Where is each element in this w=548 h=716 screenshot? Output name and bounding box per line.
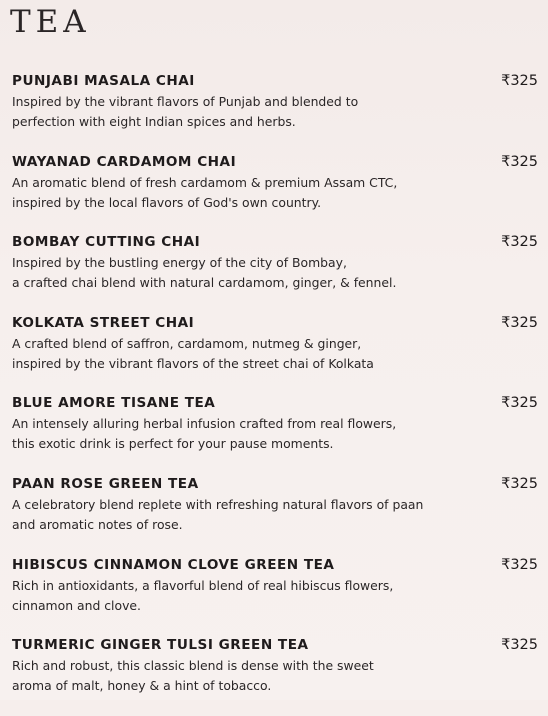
description-line: a crafted chai blend with natural cardamom, ginger, & fennel. (12, 275, 397, 291)
description-line: Inspired by the bustling energy of the city of Bombay, (12, 255, 347, 271)
item-description (12, 92, 452, 132)
description-line: aroma of malt, honey & a hint of tobacco. (12, 678, 272, 694)
description-line: and aromatic notes of rose. (12, 516, 183, 532)
description-line: A crafted blend of saffron, cardamom, nutmeg & ginger, (12, 335, 362, 351)
menu-item (12, 474, 538, 555)
menu-item (12, 313, 538, 394)
description-line: inspired by the vibrant flavors of the street chai of Kolkata (12, 355, 374, 371)
description-line: A celebratory blend replete with refreshing natural flavors of paan (12, 496, 424, 512)
item-description (12, 173, 452, 213)
item-description (12, 576, 452, 616)
menu-item (12, 555, 538, 636)
item-description (12, 656, 452, 696)
item-name: WAYANAD CARDAMOM CHAI (12, 153, 237, 170)
item-price: ₹325 (501, 73, 538, 89)
description-line: perfection with eight Indian spices and herbs. (12, 114, 296, 129)
description-line: Inspired by the vibrant flavors of Punjab and blended to (12, 94, 359, 109)
item-price: ₹325 (501, 395, 538, 412)
description-line: this exotic drink is perfect for your pause moments. (12, 436, 334, 452)
item-price: ₹325 (501, 153, 538, 170)
item-description (12, 495, 452, 535)
item-name: HIBISCUS CINNAMON CLOVE GREEN TEA (12, 556, 335, 573)
item-description (12, 414, 452, 454)
description-line: Rich and robust, this classic blend is dense with the sweet (12, 658, 374, 674)
menu-item (12, 152, 538, 233)
description-line: An aromatic blend of fresh cardamom & premium Assam CTC, (12, 174, 398, 190)
item-name: BOMBAY CUTTING CHAI (12, 234, 201, 251)
section-title: TEA (10, 4, 91, 40)
item-price: ₹325 (501, 475, 538, 492)
item-price: ₹325 (501, 556, 538, 573)
item-price: ₹325 (501, 314, 538, 331)
item-name: TURMERIC GINGER TULSI GREEN TEA (12, 637, 309, 654)
description-line: inspired by the local flavors of God's own country. (12, 194, 322, 210)
item-price: ₹325 (501, 234, 538, 251)
item-name: PAAN ROSE GREEN TEA (12, 475, 199, 492)
menu-list (12, 71, 538, 716)
item-name: PUNJABI MASALA CHAI (12, 73, 195, 89)
description-line: Rich in antioxidants, a flavorful blend of real hibiscus flowers, (12, 577, 394, 593)
item-description (12, 253, 452, 293)
item-name: KOLKATA STREET CHAI (12, 314, 195, 331)
item-price: ₹325 (501, 637, 538, 654)
item-description (12, 334, 452, 374)
menu-item (12, 232, 538, 313)
description-line: An intensely alluring herbal infusion crafted from real flowers, (12, 416, 397, 432)
item-name: BLUE AMORE TISANE TEA (12, 395, 216, 412)
menu-item (12, 635, 538, 716)
menu-item (12, 393, 538, 474)
description-line: cinnamon and clove. (12, 597, 141, 613)
menu-item (12, 71, 538, 152)
